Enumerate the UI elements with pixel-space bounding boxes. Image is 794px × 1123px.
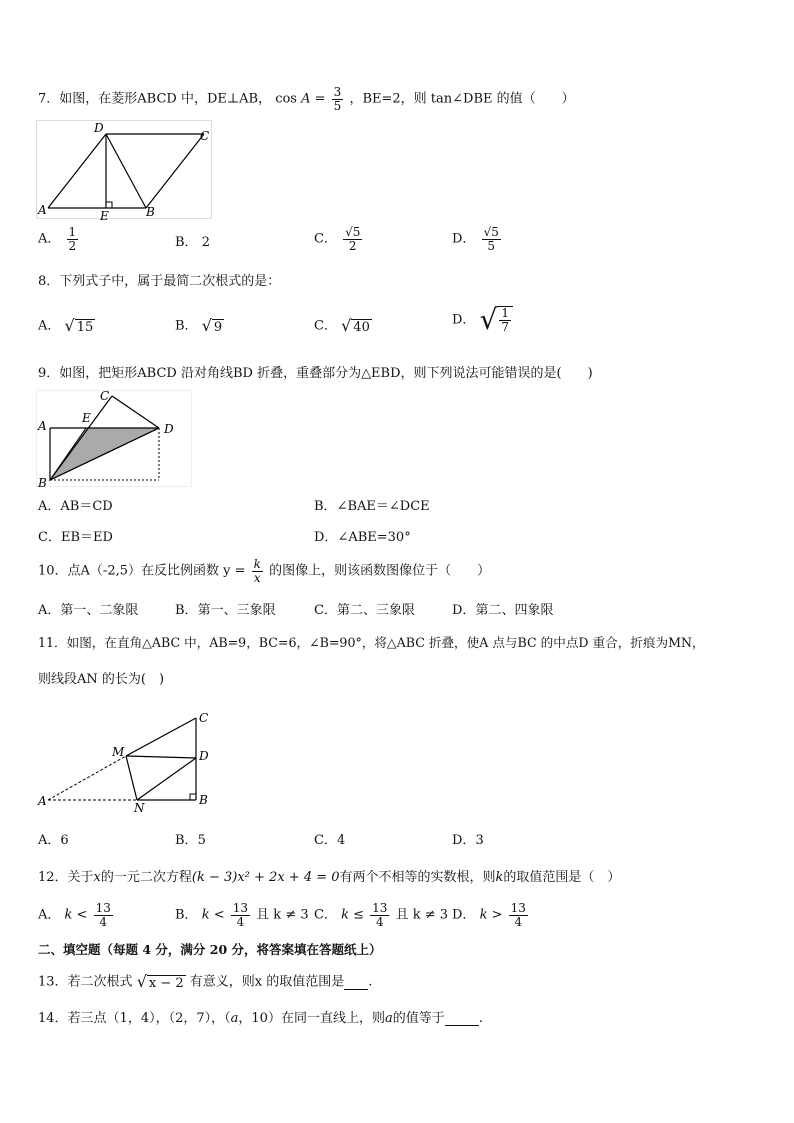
- q10-text-a: 10．点A（-2,5）在反比例函数: [38, 563, 219, 579]
- q7-option-d-den: 5: [487, 238, 496, 253]
- q8-option-a[interactable]: [38, 318, 95, 334]
- q7-option-b-value: 2: [201, 235, 210, 250]
- q9-label-d: D: [164, 422, 174, 436]
- q12-option-a-frac: [94, 902, 113, 928]
- q12-option-b-pre: k <: [201, 907, 225, 923]
- q7-option-d-label: D．: [452, 231, 476, 247]
- q10-option-d-value: 第二、四象限: [475, 603, 554, 618]
- q11-label-n: N: [134, 801, 145, 815]
- q10-y-eq: y =: [223, 563, 246, 579]
- q7-text-b: ，BE=2，则 tan∠DBE 的值（ ）: [349, 91, 575, 107]
- q7-stem: [38, 86, 575, 112]
- q7-option-a-num: 1: [68, 225, 77, 239]
- q7-label-e: E: [100, 209, 109, 220]
- q10-option-b[interactable]: [175, 604, 276, 617]
- q9-option-d-label: D．: [314, 530, 338, 545]
- q13-text-b: 有意义，则x 的取值范围是: [189, 974, 345, 990]
- q14-text-c: 的值等于: [392, 1011, 445, 1026]
- q8-option-c-rad: 40: [353, 320, 370, 335]
- q12-text-c: 有两个不相等的实数根，则: [339, 870, 496, 885]
- section2-heading: 二、填空题（每题 4 分，满分 20 分，将答案填在答题纸上）: [38, 942, 382, 957]
- q8-option-d-num: 1: [501, 306, 510, 321]
- q11-option-b-label: B．: [175, 833, 198, 848]
- q14-text-b: ，10）在同一直线上，则: [238, 1011, 385, 1026]
- q10-stem: [38, 558, 490, 584]
- q10-option-b-label: B．: [175, 603, 198, 618]
- q11-option-d-label: D．: [452, 833, 476, 848]
- q9-label-a: A: [38, 419, 47, 433]
- q11-option-d[interactable]: [452, 834, 484, 847]
- q12-k: k: [495, 870, 504, 885]
- q9-option-a-value: AB＝CD: [60, 499, 113, 514]
- q8-option-a-sqrt: √ 15: [64, 316, 94, 335]
- q7-frac-den: 5: [333, 98, 342, 113]
- q11-option-c-label: C．: [314, 833, 337, 848]
- q8-stem: 8．下列式子中，属于最简二次根式的是：: [38, 274, 281, 289]
- q11-option-a[interactable]: [38, 834, 69, 847]
- q12-option-d-pre: k >: [479, 907, 503, 923]
- q8-option-a-rad: 15: [76, 320, 94, 335]
- q8-option-b[interactable]: [175, 318, 224, 334]
- q7-option-d-num: √5: [483, 225, 499, 239]
- q14-text-a: 14．若三点（1，4），（2，7），（: [38, 1011, 231, 1026]
- q12-x: x: [93, 870, 101, 885]
- q12-option-c-num: 13: [372, 901, 388, 915]
- q10-frac-num: k: [253, 557, 261, 571]
- q8-option-c-sqrt: √ 40: [341, 316, 370, 335]
- q7-rhombus-figure: [36, 120, 216, 220]
- q11-label-m: M: [112, 745, 125, 759]
- q11-option-c-value: 4: [336, 833, 346, 848]
- q12-equation: (k − 3)x² + 2x + 4 = 0: [191, 870, 340, 885]
- q8-option-b-sqrt: √ 9: [201, 316, 223, 335]
- q8-option-d-label: D．: [452, 312, 476, 328]
- q9-label-e: E: [82, 411, 91, 425]
- q10-option-a[interactable]: [38, 604, 138, 617]
- q14-a-var: a: [384, 1011, 393, 1026]
- q7-option-d-frac: [482, 226, 501, 252]
- q7-option-b[interactable]: [175, 236, 210, 249]
- q7-a-eq: A =: [301, 91, 326, 107]
- q11-option-b-value: 5: [197, 833, 206, 848]
- q7-option-a-frac: [67, 226, 79, 252]
- q7-label-d: D: [94, 121, 104, 135]
- q12-option-a-den: 4: [99, 914, 108, 929]
- q8-option-a-label: A．: [38, 318, 61, 334]
- q14-answer-blank[interactable]: [445, 1012, 479, 1026]
- q12-option-a[interactable]: [38, 902, 115, 928]
- q7-frac-num: 3: [333, 85, 342, 99]
- q11-label-d: D: [199, 749, 209, 763]
- q14-text-d: .: [478, 1011, 483, 1026]
- q9-rectangle-fold-figure: [36, 390, 196, 490]
- q11-label-c: C: [199, 711, 209, 725]
- q9-option-b-value: ∠BAE＝∠DCE: [336, 499, 430, 514]
- q14-stem: [38, 1012, 483, 1026]
- q7-option-c-den: 2: [348, 238, 357, 253]
- q8-option-c[interactable]: [314, 318, 372, 334]
- q11-option-d-value: 3: [475, 833, 484, 848]
- q8-option-d[interactable]: [452, 303, 513, 336]
- q11-triangle-fold-figure: [36, 708, 221, 818]
- q7-label-a: A: [38, 203, 47, 217]
- q7-option-d[interactable]: [452, 226, 503, 252]
- q10-option-b-value: 第一、三象限: [197, 603, 276, 618]
- q12-option-b-den: 4: [236, 914, 245, 929]
- q7-label-b: B: [146, 205, 155, 219]
- q12-option-a-pre: k <: [64, 907, 88, 923]
- q7-cos: cos: [275, 91, 297, 107]
- q10-text-b: 的图像上，则该函数图像位于（ ）: [269, 563, 491, 579]
- q10-option-c-value: 第二、三象限: [336, 603, 415, 618]
- q11-label-a: A: [38, 794, 47, 808]
- q7-option-a-label: A．: [38, 231, 61, 247]
- q10-option-c[interactable]: [314, 604, 415, 617]
- q13-stem: [38, 974, 372, 990]
- q12-option-d[interactable]: [452, 902, 530, 928]
- q12-stem: [38, 871, 620, 884]
- q7-option-a-den: 2: [68, 238, 77, 253]
- q10-option-d[interactable]: [452, 604, 553, 617]
- q10-frac-den: x: [253, 570, 261, 585]
- q10-option-d-label: D．: [452, 603, 476, 618]
- q7-option-b-label: B．: [175, 235, 198, 250]
- q8-option-d-sqrt: √ $\frac{1}{7}$: [480, 306, 513, 334]
- q9-stem: 9．如图，把矩形ABCD 沿对角线BD 折叠，重叠部分为△EBD，则下列说法可能错误的是( ): [38, 366, 593, 381]
- q9-label-c: C: [100, 390, 110, 403]
- q9-option-c-label: C．: [38, 530, 61, 545]
- q12-option-a-label: A．: [38, 907, 61, 923]
- q12-option-d-num: 13: [510, 901, 526, 915]
- q7-option-a[interactable]: [38, 226, 80, 252]
- q12-option-d-den: 4: [514, 914, 523, 929]
- q9-option-a-label: A．: [38, 499, 61, 514]
- q7-option-c-label: C．: [314, 231, 337, 247]
- q12-option-c-label: C．: [314, 907, 337, 923]
- q12-option-c-frac: [370, 902, 389, 928]
- q12-option-b-label: B．: [175, 907, 198, 923]
- q12-option-b-frac: [231, 902, 250, 928]
- q7-text-a: 7．如图，在菱形ABCD 中，DE⊥AB，: [38, 91, 272, 107]
- q7-fraction: [332, 86, 344, 112]
- q8-option-b-rad: 9: [213, 320, 223, 335]
- q8-option-d-den: 7: [501, 320, 510, 334]
- q10-option-a-value: 第一、二象限: [60, 603, 139, 618]
- q12-option-a-num: 13: [95, 901, 111, 915]
- q14-a: a: [230, 1011, 239, 1026]
- q12-option-d-frac: [509, 902, 528, 928]
- q7-label-c: C: [200, 129, 210, 143]
- q7-option-c[interactable]: [314, 226, 364, 252]
- q12-text-d: 的取值范围是（ ）: [503, 870, 621, 885]
- q9-label-b: B: [38, 476, 47, 490]
- q11-stem-line2: 则线段AN 的长为( ): [38, 672, 165, 687]
- q12-option-d-label: D．: [452, 907, 476, 923]
- q13-text-a: 13．若二次根式: [38, 974, 133, 990]
- q11-stem-line1: 11．如图，在直角△ABC 中，AB=9，BC=6，∠B=90°，将△ABC 折叠，使A 点与BC 的中点D 重合，折痕为MN，: [38, 635, 705, 650]
- q9-option-b-label: B．: [314, 499, 337, 514]
- q13-text-c: .: [368, 974, 373, 990]
- q12-option-b-num: 13: [232, 901, 249, 915]
- q11-option-b[interactable]: [175, 834, 206, 847]
- q11-option-a-label: A．: [38, 833, 61, 848]
- q9-option-d[interactable]: [314, 531, 411, 544]
- q11-option-a-value: 6: [60, 833, 69, 848]
- q7-option-c-num: √5: [345, 225, 361, 239]
- q9-option-b[interactable]: [314, 500, 430, 513]
- q11-label-b: B: [199, 793, 208, 807]
- q11-option-c[interactable]: [314, 834, 345, 847]
- q9-option-d-value: ∠ABE=30°: [337, 530, 411, 545]
- q8-option-c-label: C．: [314, 318, 337, 334]
- q12-option-b-post: 且 k ≠ 3: [256, 907, 309, 923]
- q13-rad: x − 2: [148, 976, 184, 991]
- q12-option-c-den: 4: [375, 914, 384, 929]
- q12-option-c-pre: k ≤: [341, 907, 364, 923]
- q9-option-c-value: EB＝ED: [60, 530, 113, 545]
- q12-text-a: 12．关于: [38, 870, 94, 885]
- q7-figure-border: [37, 121, 212, 219]
- q9-option-a[interactable]: [38, 500, 113, 513]
- q12-option-c-post: 且 k ≠ 3: [395, 907, 449, 923]
- q10-option-c-label: C．: [314, 603, 337, 618]
- q12-option-b[interactable]: [175, 902, 309, 928]
- q13-answer-blank[interactable]: [344, 976, 368, 990]
- q13-sqrt: √ x − 2: [136, 972, 184, 991]
- q8-option-b-label: B．: [175, 318, 198, 334]
- q12-option-c[interactable]: [314, 902, 448, 928]
- q9-option-c[interactable]: [38, 531, 113, 544]
- q12-text-b: 的一元二次方程: [100, 870, 192, 885]
- q10-option-a-label: A．: [38, 603, 61, 618]
- q7-option-c-frac: [343, 226, 362, 252]
- q10-fraction: [252, 558, 263, 584]
